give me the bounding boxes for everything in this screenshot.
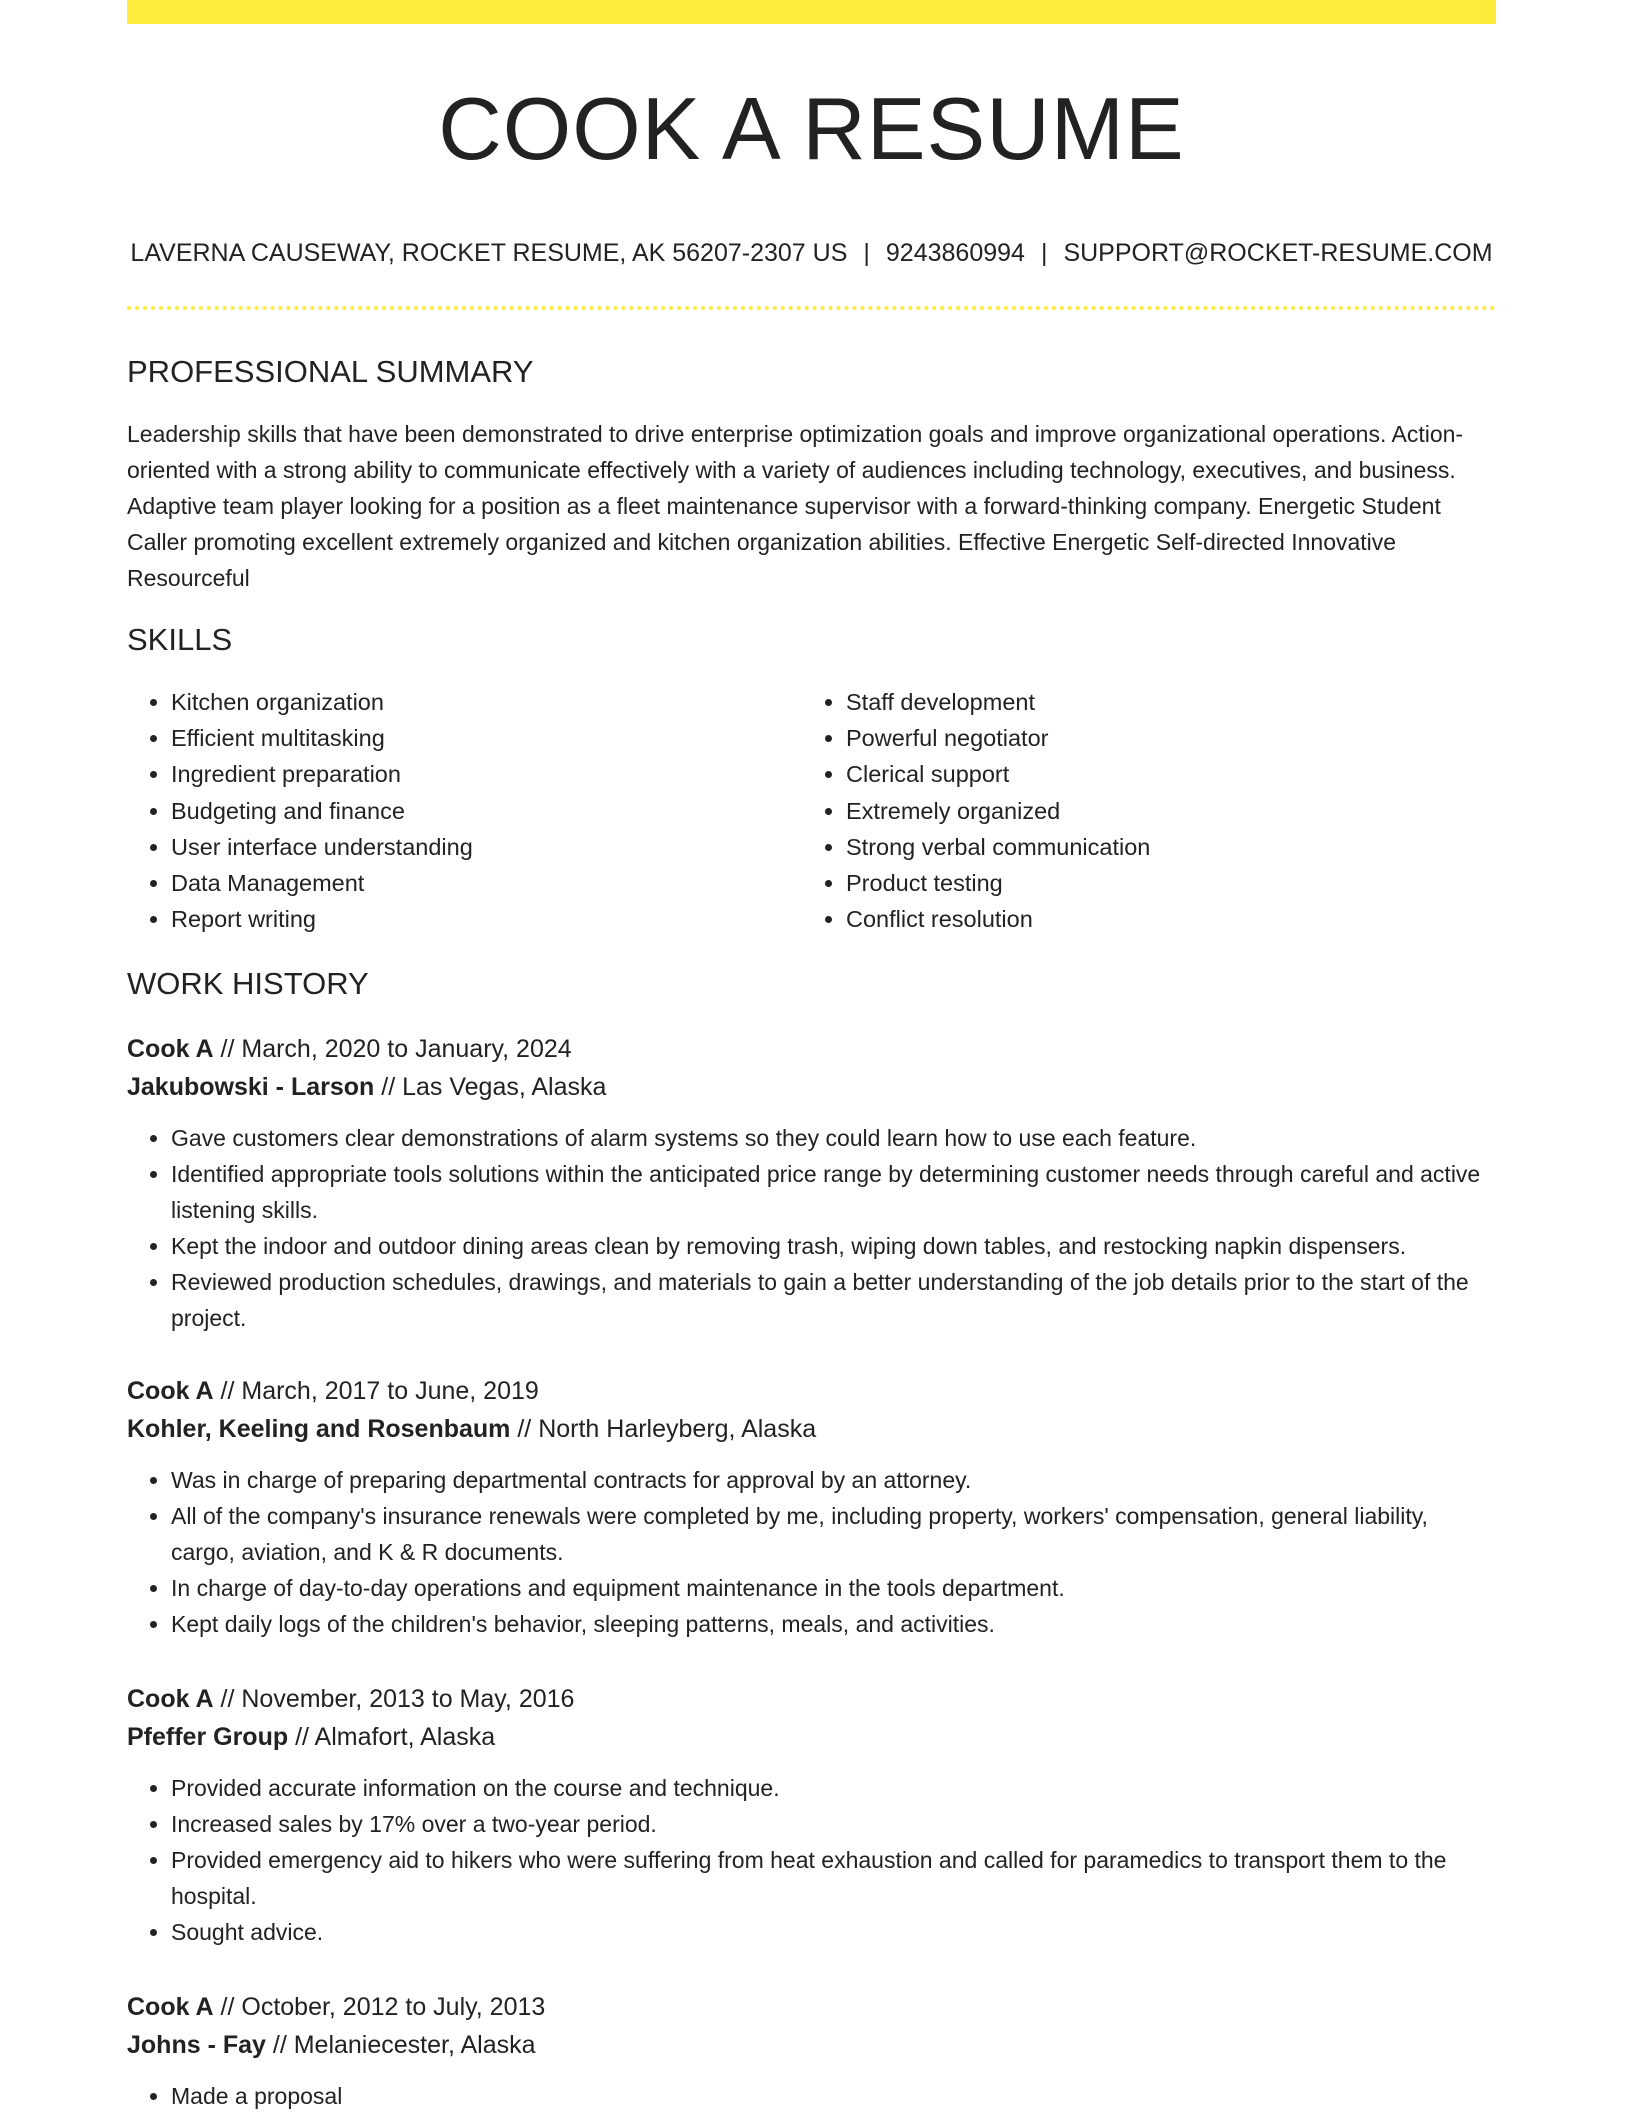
job-bullet: • In charge of day-to-day operations and equipment maintenance in the tools department. <box>171 1570 1496 1606</box>
job-location: // Almafort, Alaska <box>295 1723 496 1751</box>
accent-top-bar <box>127 0 1496 24</box>
job-bullet: • Reviewed production schedules, drawings, and materials to gain a better understanding of the job details prior to the start of the project. <box>171 1264 1496 1336</box>
job-bullet: • Kept the indoor and outdoor dining areas clean by removing trash, wiping down tables, and restocking napkin dispensers. <box>171 1228 1496 1264</box>
job-bullets <box>127 1120 1496 1336</box>
job-bullet: • Provided accurate information on the course and technique. <box>171 1770 1496 1806</box>
job-location: // North Harleyberg, Alaska <box>517 1415 817 1443</box>
job-dates: // March, 2017 to June, 2019 <box>220 1377 539 1405</box>
job-bullet: • Identified appropriate tools solutions within the anticipated price range by determining customer needs through careful and active listening skills. <box>171 1156 1496 1228</box>
job-company-line <box>127 1410 1496 1448</box>
job-bullet: • All of the company's insurance renewals were completed by me, including property, workers' compensation, general liability, cargo, aviation, and K & R documents. <box>171 1498 1496 1570</box>
job-bullet: • Provided emergency aid to hikers who were suffering from heat exhaustion and called for paramedics to transport them to the hospital. <box>171 1842 1496 1914</box>
header-divider <box>127 306 1496 310</box>
summary-heading: PROFESSIONAL SUMMARY <box>127 354 534 389</box>
job-dates: // March, 2020 to January, 2024 <box>220 1035 572 1063</box>
skill-item: • Kitchen organization <box>171 684 801 720</box>
summary-text: Leadership skills that have been demonstrated to drive enterprise optimization goals and improve organizational operations. Action-oriented with a strong ability to communicate effectively with a variety of audiences including technology, executives, and business. Adaptive team player looking for a position as a fleet maintenance supervisor with a forward-thinking company. Energetic Student Caller promoting excellent extremely organized and kitchen organization abilities. Effective Energetic Self-directed Innovative Resourceful <box>127 421 1464 591</box>
job-title-line <box>127 1988 1496 2026</box>
skill-item: • Efficient multitasking <box>171 720 801 756</box>
job-bullet: • Made a proposal <box>171 2078 1496 2114</box>
skill-item: • Staff development <box>846 684 1476 720</box>
job-bullet: • Sought advice. <box>171 1914 1496 1950</box>
job-company: Kohler, Keeling and Rosenbaum <box>127 1415 511 1443</box>
resume-name: COOK A RESUME <box>438 79 1185 178</box>
contact-address: LAVERNA CAUSEWAY, ROCKET RESUME, AK 56207-2307 US <box>130 239 848 267</box>
skill-item: • User interface understanding <box>171 829 801 865</box>
skills-heading: SKILLS <box>127 622 233 657</box>
skill-item: • Extremely organized <box>846 793 1476 829</box>
contact-line <box>127 236 1496 270</box>
job-bullet: • Was in charge of preparing departmental contracts for approval by an attorney. <box>171 1462 1496 1498</box>
job-location: // Las Vegas, Alaska <box>381 1073 607 1101</box>
job-title-line <box>127 1372 1496 1410</box>
contact-separator: | <box>863 239 870 267</box>
job-company-line <box>127 2026 1496 2064</box>
job-entry <box>127 1988 1496 2114</box>
contact-phone: 9243860994 <box>885 239 1025 267</box>
skill-item: • Data Management <box>171 865 801 901</box>
job-role: Cook A <box>127 1377 214 1405</box>
job-dates: // November, 2013 to May, 2016 <box>220 1685 575 1713</box>
job-bullets <box>127 1770 1496 1950</box>
skill-item: • Clerical support <box>846 756 1476 792</box>
job-bullet: • Increased sales by 17% over a two-year period. <box>171 1806 1496 1842</box>
job-company-line <box>127 1718 1496 1756</box>
job-role: Cook A <box>127 1685 214 1713</box>
skills-list-left <box>127 684 801 937</box>
job-bullet: • Kept daily logs of the children's behavior, sleeping patterns, meals, and activities. <box>171 1606 1496 1642</box>
job-dates: // October, 2012 to July, 2013 <box>220 1993 546 2021</box>
job-company: Jakubowski - Larson <box>127 1073 375 1101</box>
job-bullets <box>127 1462 1496 1642</box>
job-entry <box>127 1372 1496 1642</box>
job-role: Cook A <box>127 1035 214 1063</box>
work-history-heading: WORK HISTORY <box>127 966 369 1001</box>
job-company-line <box>127 1068 1496 1106</box>
skill-item: • Strong verbal communication <box>846 829 1476 865</box>
job-title-line <box>127 1680 1496 1718</box>
contact-separator: | <box>1040 239 1048 267</box>
skill-item: • Conflict resolution <box>846 901 1476 937</box>
job-company: Johns - Fay <box>127 2031 266 2059</box>
job-entry <box>127 1680 1496 1950</box>
job-bullets <box>127 2078 1496 2114</box>
skill-item: • Powerful negotiator <box>846 720 1476 756</box>
job-title-line <box>127 1030 1496 1068</box>
skill-item: • Product testing <box>846 865 1476 901</box>
skill-item: • Report writing <box>171 901 801 937</box>
skill-item: • Budgeting and finance <box>171 793 801 829</box>
contact-email: SUPPORT@ROCKET-RESUME.COM <box>1063 239 1493 267</box>
job-location: // Melaniecester, Alaska <box>272 2031 536 2059</box>
job-role: Cook A <box>127 1993 214 2021</box>
skill-item: • Ingredient preparation <box>171 756 801 792</box>
job-entry <box>127 1030 1496 1336</box>
job-company: Pfeffer Group <box>127 1723 289 1751</box>
skills-list-right <box>802 684 1476 937</box>
job-bullet: • Gave customers clear demonstrations of alarm systems so they could learn how to use each feature. <box>171 1120 1496 1156</box>
